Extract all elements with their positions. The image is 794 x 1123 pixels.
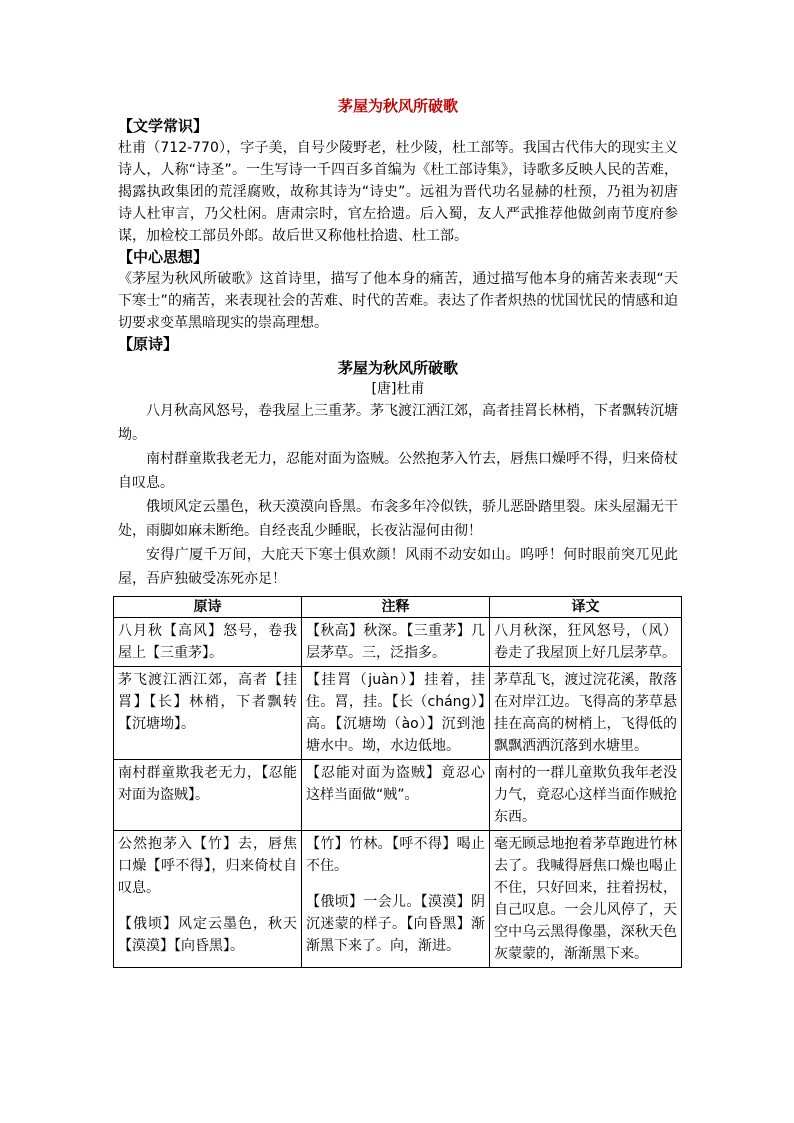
table-cell-notes: 【忍能对面为盗贼】竟忍心这样当面做“贼”。: [302, 760, 490, 831]
table-cell-translation: 八月秋深，狂风怒号，（风）卷走了我屋顶上好几层茅草。: [490, 618, 682, 667]
table-cell-translation: 茅草乱飞，渡过浣花溪，散落在对岸江边。飞得高的茅草悬挂在高高的树梢上，飞得低的飘飘洒洒沉落到水塘里。: [490, 667, 682, 760]
poem-stanza: 安得广厦千万间，大庇天下寒士俱欢颜！风雨不动安如山。呜呼！何时眼前突兀见此屋，吾庐独破受冻死亦足！: [118, 547, 678, 587]
poem-stanza: 南村群童欺我老无力，忍能对面为盗贼。公然抱茅入竹去，唇焦口燥呼不得，归来倚杖自叹息。: [118, 451, 678, 491]
table-cell-notes: 【挂罥（juàn）】挂着，挂住。罥，挂。【长（cháng）】高。【沉塘坳（ào）】沉到池塘水中。坳，水边低地。: [302, 667, 490, 760]
poem-author: [唐]杜甫: [371, 381, 425, 397]
table-cell-translation: 毫无顾忌地抱着茅草跑进竹林去了。我喊得唇焦口燥也喝止不住，只好回来，拄着拐杖，自己叹息。一会儿风停了，天空中乌云黑得像墨，深秋天色灰蒙蒙的，渐渐黑下来。: [490, 831, 682, 968]
table-cell-translation: 南村的一群儿童欺负我年老没力气，竟忍心这样当面作贼抢东西。: [490, 760, 682, 831]
table-header-notes: 注释: [302, 597, 490, 618]
table-cell-notes-part: 【俄顷】一会儿。【漠漠】阴沉迷蒙的样子。【向昏黑】渐渐黑下来了。向，渐进。: [306, 894, 485, 954]
table-header-original: 原诗: [114, 597, 302, 618]
poem-stanza: 八月秋高风怒号，卷我屋上三重茅。茅飞渡江洒江郊，高者挂罥长林梢，下者飘转沉塘坳。: [118, 403, 678, 443]
poem-title: 茅屋为秋风所破歌: [337, 359, 458, 377]
table-row: [114, 618, 682, 667]
table-row: [114, 667, 682, 760]
table-cell-original-part: 【俄顷】风定云墨色，秋天【漠漠】【向昏黑】。: [118, 916, 297, 954]
table-cell-original: 南村群童欺我老无力，【忍能对面为盗贼】。: [114, 760, 302, 831]
table-cell-original: 八月秋【高风】怒号，卷我屋上【三重茅】。: [114, 618, 302, 667]
table-cell-original: [114, 831, 302, 968]
document-page: [118, 96, 678, 591]
knowledge-paragraph: 杜甫（712-770），字子美，自号少陵野老，杜少陵，杜工部等。我国古代伟大的现实主义诗人，人称“诗圣”。一生写诗一千四百多首编为《杜工部诗集》，诗歌多反映人民的苦难，揭露执政集团的荒淫腐败，故称其诗为“诗史”。远祖为晋代功名显赫的杜预，乃祖为初唐诗人杜审言，乃父杜闲。唐肃宗时，官左拾遗。后入蜀，友人严武推荐他做剑南节度府参谋，加检校工部员外郎。故后世又称他杜拾遗、杜工部。: [118, 140, 678, 244]
theme-paragraph: 《茅屋为秋风所破歌》这首诗里，描写了他本身的痛苦，通过描写他本身的痛苦来表现“天下寒士”的痛苦，来表现社会的苦难、时代的苦难。表达了作者炽热的忧国忧民的情感和迫切要求变革黑暗现实的崇高理想。: [118, 271, 678, 331]
table-row: [114, 831, 682, 968]
table-cell-notes: [302, 831, 490, 968]
table-cell-original: 茅飞渡江洒江郊，高者【挂罥】【长】林梢，下者飘转【沉塘坳】。: [114, 667, 302, 760]
table-cell-original-part: 公然抱茅入【竹】去，唇焦口燥【呼不得】，归来倚杖自叹息。: [118, 836, 297, 896]
annotation-table: [113, 596, 682, 968]
table-header-translation: 译文: [490, 597, 682, 618]
table-cell-notes: 【秋高】秋深。【三重茅】几层茅草。三，泛指多。: [302, 618, 490, 667]
table-row: [114, 760, 682, 831]
table-header-row: [114, 597, 682, 618]
section-heading-theme: 【中心思想】: [118, 248, 209, 266]
page-title: 茅屋为秋风所破歌: [337, 97, 458, 115]
section-heading-knowledge: 【文学常识】: [118, 117, 209, 135]
table-cell-notes-part: 【竹】竹林。【呼不得】喝止不住。: [306, 836, 485, 874]
section-heading-poem: 【原诗】: [118, 335, 179, 353]
poem-stanza: 俄顷风定云墨色，秋天漠漠向昏黑。布衾多年冷似铁，骄儿恶卧踏里裂。床头屋漏无干处，雨脚如麻未断绝。自经丧乱少睡眠，长夜沾湿何由彻！: [118, 499, 678, 539]
